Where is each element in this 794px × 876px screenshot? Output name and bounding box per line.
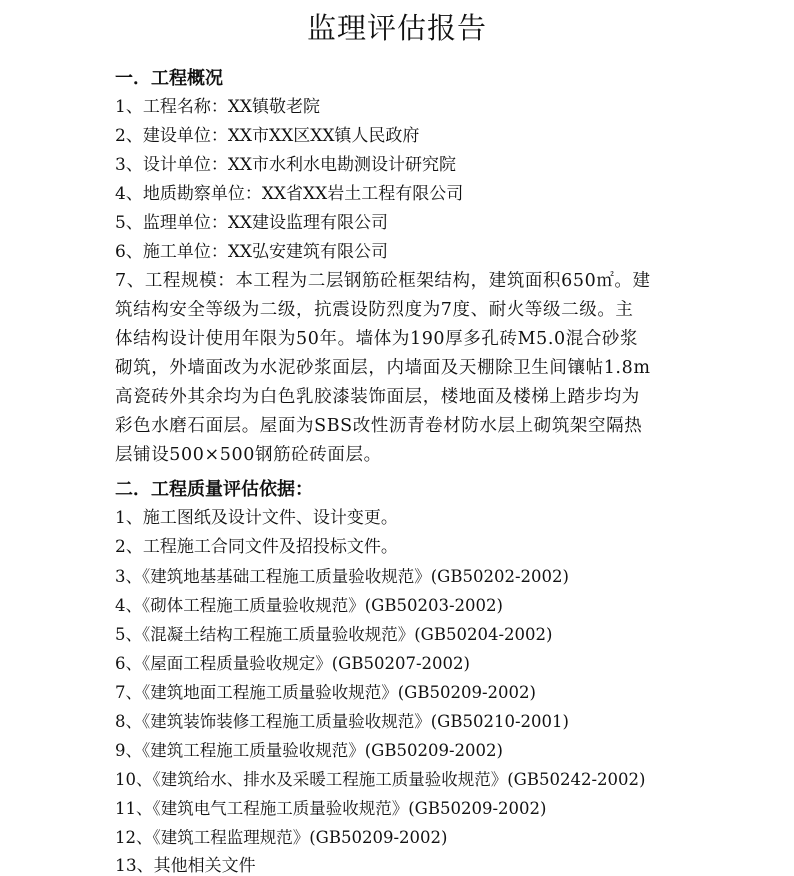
basis-item: 12、《建筑工程监理规范》(GB50209-2002) [115,828,448,847]
overview-item: 3、设计单位：XX市水利水电勘测设计研究院 [115,155,457,175]
section-quality-basis [115,475,734,876]
basis-item: 3、《建筑地基基础工程施工质量验收规范》(GB50202-2002) [115,567,569,586]
paragraph-line: 层铺设500×500钢筋砼砖面层。 [115,445,382,465]
document-title: 监理评估报告 [306,11,487,45]
basis-item: 13、其他相关文件 [115,856,256,876]
basis-item: 11、《建筑电气工程施工质量验收规范》(GB50209-2002) [115,799,547,818]
basis-item: 7、《建筑地面工程施工质量验收规范》(GB50209-2002) [115,683,536,702]
basis-item: 10、《建筑给水、排水及采暖工程施工质量验收规范》(GB50242-2002) [115,770,646,789]
basis-item: 8、《建筑装饰装修工程施工质量验收规范》(GB50210-2001) [115,712,569,731]
project-scale-paragraph [115,267,734,470]
section-heading: 二．工程质量评估依据： [115,479,313,500]
overview-item: 2、建设单位：XX市XX区XX镇人民政府 [115,126,420,146]
overview-item: 5、监理单位：XX建设监理有限公司 [115,213,389,233]
basis-item: 4、《砌体工程施工质量验收规范》(GB50203-2002) [115,596,503,615]
overview-item: 4、地质勘察单位：XX省XX岩土工程有限公司 [115,184,464,204]
basis-item: 1、施工图纸及设计文件、设计变更。 [115,508,398,528]
section-heading: 一．工程概况 [115,68,223,89]
section-project-overview [115,64,734,470]
basis-item: 5、《混凝土结构工程施工质量验收规范》(GB50204-2002) [115,625,553,644]
basis-item: 2、工程施工合同文件及招投标文件。 [115,537,398,557]
paragraph-line: 彩色水磨石面层。屋面为SBS改性沥青卷材防水层上砌筑架空隔热 [115,416,643,436]
basis-item: 6、《屋面工程质量验收规定》(GB50207-2002) [115,654,470,673]
paragraph-line: 7、工程规模：本工程为二层钢筋砼框架结构，建筑面积650㎡。建 [115,271,651,291]
paragraph-line: 筑结构安全等级为二级，抗震设防烈度为7度、耐火等级二级。主 [115,300,634,320]
overview-item: 1、工程名称：XX镇敬老院 [115,97,321,117]
paragraph-line: 砌筑，外墙面改为水泥砂浆面层，内墙面及天棚除卫生间镶帖1.8m [115,358,651,378]
paragraph-line: 体结构设计使用年限为50年。墙体为190厚多孔砖M5.0混合砂浆 [115,329,639,349]
paragraph-line: 高瓷砖外其余均为白色乳胶漆装饰面层，楼地面及楼梯上踏步均为 [115,387,640,407]
basis-item: 9、《建筑工程施工质量验收规范》(GB50209-2002) [115,741,503,760]
overview-item: 6、施工单位：XX弘安建筑有限公司 [115,242,389,262]
